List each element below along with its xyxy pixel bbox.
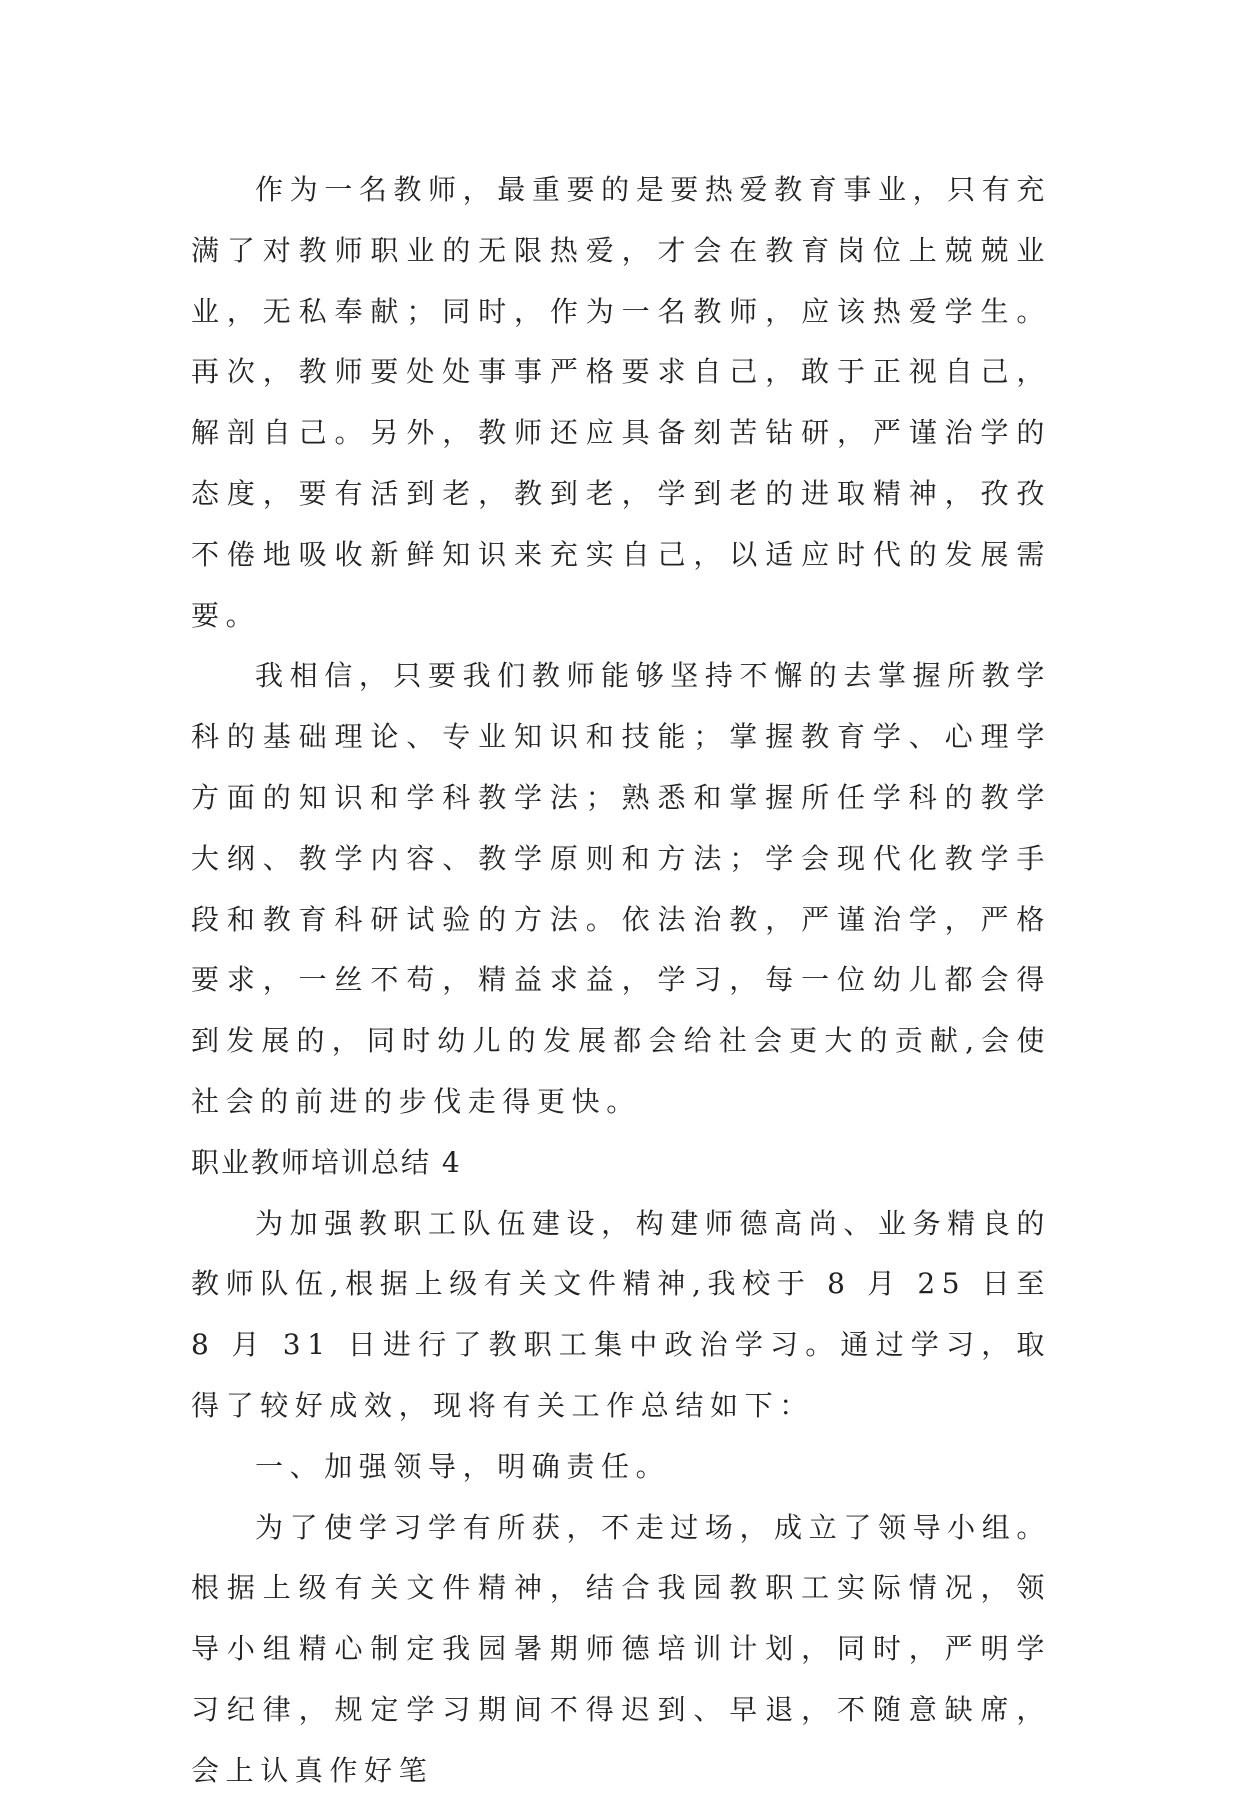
paragraph-intro-training: 为加强教职工队伍建设，构建师德高尚、业务精良的教师队伍,根据上级有关文件精神,我校于 8 月 25 日至 8 月 31 日进行了教职工集中政治学习。通过学习，取得了较好成效，现将有关工作总结如下： [191, 1206, 1051, 1422]
paragraph-leadership: 为了使学习学有所获，不走过场，成立了领导小组。根据上级有关文件精神，结合我园教职工实际情况，领导小组精心制定我园暑期师德培训计划，同时，严明学习纪律，规定学习期间不得迟到、早退，不随意缺席，会上认真作好笔 [191, 1510, 1051, 1787]
section-title: 职业教师培训总结 4 [191, 1145, 462, 1179]
paragraph-teacher-qualities: 作为一名教师，最重要的是要热爱教育事业，只有充满了对教师职业的无限热爱，才会在教育岗位上兢兢业业，无私奉献；同时，作为一名教师，应该热爱学生。再次，教师要处处事事严格要求自己，敢于正视自己，解剖自己。另外，教师还应具备刻苦钻研，严谨治学的态度，要有活到老，教到老，学到老的进取精神，孜孜不倦地吸收新鲜知识来充实自己，以适应时代的发展需要。 [191, 173, 1051, 632]
paragraph-belief: 我相信，只要我们教师能够坚持不懈的去掌握所教学科的基础理论、专业知识和技能；掌握教育学、心理学方面的知识和学科教学法；熟悉和掌握所任学科的教学大纲、教学内容、教学原则和方法；学会现代化教学手段和教育科研试验的方法。依法治教，严谨治学，严格要求，一丝不苟，精益求益，学习，每一位幼儿都会得到发展的，同时幼儿的发展都会给社会更大的贡献,会使社会的前进的步伐走得更快。 [191, 659, 1051, 1118]
document-body [191, 160, 1051, 1802]
section-subheading: 一、加强领导，明确责任。 [255, 1449, 671, 1483]
